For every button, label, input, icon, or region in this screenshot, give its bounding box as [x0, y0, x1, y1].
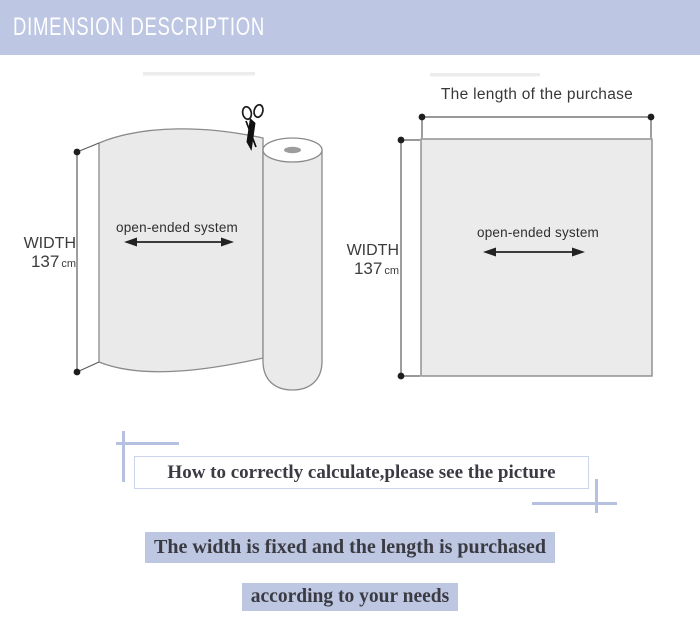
purchase-square	[421, 139, 652, 376]
width-word: WIDTH	[346, 242, 399, 259]
width-unit: cm	[384, 264, 399, 277]
fabric-roll-body	[263, 150, 322, 390]
width-word: WIDTH	[23, 235, 76, 252]
length-of-purchase-title: The length of the purchase	[440, 86, 634, 103]
faint-smudge-right	[430, 73, 540, 77]
width-unit: cm	[61, 257, 76, 270]
left-open-ended-label: open-ended system	[116, 220, 238, 235]
calculate-note-box	[134, 456, 589, 489]
corner-accent-vertical	[595, 479, 598, 513]
right-width-dimension-line	[401, 140, 420, 376]
left-width-label	[16, 236, 76, 272]
right-width-label	[341, 243, 399, 279]
dimension-dot	[419, 114, 426, 121]
corner-accent-horizontal	[532, 502, 617, 505]
dimension-dot	[398, 373, 405, 380]
corner-accent-vertical	[122, 431, 125, 482]
width-value: 137	[353, 258, 383, 278]
corner-accent-horizontal	[116, 442, 179, 445]
width-value: 137	[30, 251, 60, 271]
purchase-square-diagram	[398, 114, 655, 380]
highlight-row-1	[0, 532, 700, 563]
right-open-ended-label: open-ended system	[477, 225, 599, 240]
calculate-note-text: How to correctly calculate,please see the picture	[167, 461, 556, 483]
roll-core	[284, 147, 301, 153]
fabric-sheet-and-roll	[74, 104, 322, 390]
left-width-dimension-line	[77, 143, 99, 372]
dimension-dot	[74, 369, 81, 376]
faint-smudge-left	[143, 72, 255, 76]
fabric-sheet	[99, 129, 263, 372]
highlight-row-2	[0, 583, 700, 611]
width-fixed-note: The width is fixed and the length is purchased	[145, 532, 555, 563]
dimension-dot	[648, 114, 655, 121]
page-title: DIMENSION DESCRIPTION	[13, 13, 265, 41]
length-dimension-line	[422, 117, 651, 138]
dimension-dot	[74, 149, 81, 156]
according-needs-note: according to your needs	[242, 583, 458, 611]
dimension-dot	[398, 137, 405, 144]
